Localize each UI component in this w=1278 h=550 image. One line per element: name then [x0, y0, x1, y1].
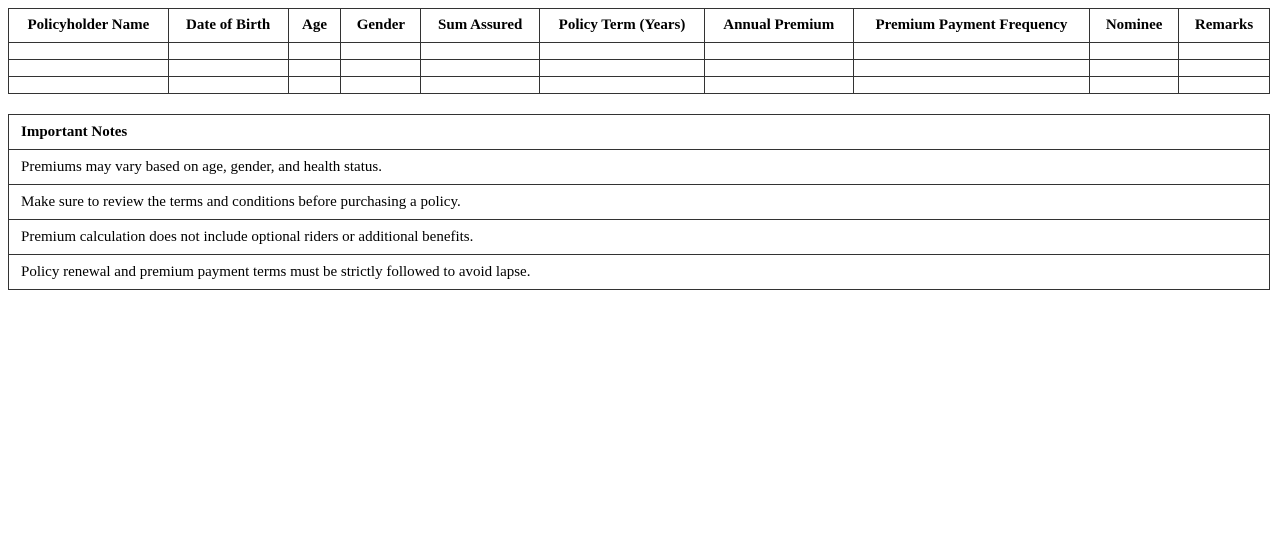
cell-nominee[interactable] — [1090, 43, 1179, 60]
cell-policyholder-name[interactable] — [9, 77, 169, 94]
notes-header-row — [9, 115, 1270, 150]
header-nominee: Nominee — [1090, 9, 1179, 43]
header-gender: Gender — [341, 9, 421, 43]
notes-title: Important Notes — [9, 115, 1270, 150]
cell-gender[interactable] — [341, 77, 421, 94]
header-annual-premium: Annual Premium — [704, 9, 853, 43]
header-row — [9, 9, 1270, 43]
cell-remarks[interactable] — [1179, 43, 1270, 60]
cell-nominee[interactable] — [1090, 60, 1179, 77]
table-row — [9, 43, 1270, 60]
header-policyholder-name: Policyholder Name — [9, 9, 169, 43]
note-row — [9, 150, 1270, 185]
notes-table — [8, 114, 1270, 290]
cell-premium-payment-frequency[interactable] — [853, 60, 1090, 77]
header-remarks: Remarks — [1179, 9, 1270, 43]
cell-date-of-birth[interactable] — [168, 77, 288, 94]
note-item: Policy renewal and premium payment terms must be strictly followed to avoid lapse. — [9, 255, 1270, 290]
cell-age[interactable] — [288, 43, 341, 60]
cell-date-of-birth[interactable] — [168, 43, 288, 60]
cell-sum-assured[interactable] — [421, 60, 540, 77]
note-row — [9, 220, 1270, 255]
note-item: Premiums may vary based on age, gender, and health status. — [9, 150, 1270, 185]
cell-date-of-birth[interactable] — [168, 60, 288, 77]
policy-table — [8, 8, 1270, 94]
cell-nominee[interactable] — [1090, 77, 1179, 94]
header-sum-assured: Sum Assured — [421, 9, 540, 43]
cell-gender[interactable] — [341, 43, 421, 60]
cell-policyholder-name[interactable] — [9, 60, 169, 77]
header-policy-term: Policy Term (Years) — [540, 9, 705, 43]
note-row — [9, 185, 1270, 220]
cell-policy-term[interactable] — [540, 43, 705, 60]
note-item: Premium calculation does not include optional riders or additional benefits. — [9, 220, 1270, 255]
header-date-of-birth: Date of Birth — [168, 9, 288, 43]
cell-annual-premium[interactable] — [704, 77, 853, 94]
cell-premium-payment-frequency[interactable] — [853, 43, 1090, 60]
note-row — [9, 255, 1270, 290]
cell-remarks[interactable] — [1179, 60, 1270, 77]
cell-age[interactable] — [288, 77, 341, 94]
cell-policyholder-name[interactable] — [9, 43, 169, 60]
table-row — [9, 60, 1270, 77]
header-premium-payment-frequency: Premium Payment Frequency — [853, 9, 1090, 43]
cell-annual-premium[interactable] — [704, 60, 853, 77]
cell-age[interactable] — [288, 60, 341, 77]
cell-premium-payment-frequency[interactable] — [853, 77, 1090, 94]
cell-remarks[interactable] — [1179, 77, 1270, 94]
note-item: Make sure to review the terms and conditions before purchasing a policy. — [9, 185, 1270, 220]
header-age: Age — [288, 9, 341, 43]
cell-policy-term[interactable] — [540, 77, 705, 94]
cell-sum-assured[interactable] — [421, 43, 540, 60]
cell-annual-premium[interactable] — [704, 43, 853, 60]
cell-sum-assured[interactable] — [421, 77, 540, 94]
cell-gender[interactable] — [341, 60, 421, 77]
table-row — [9, 77, 1270, 94]
cell-policy-term[interactable] — [540, 60, 705, 77]
